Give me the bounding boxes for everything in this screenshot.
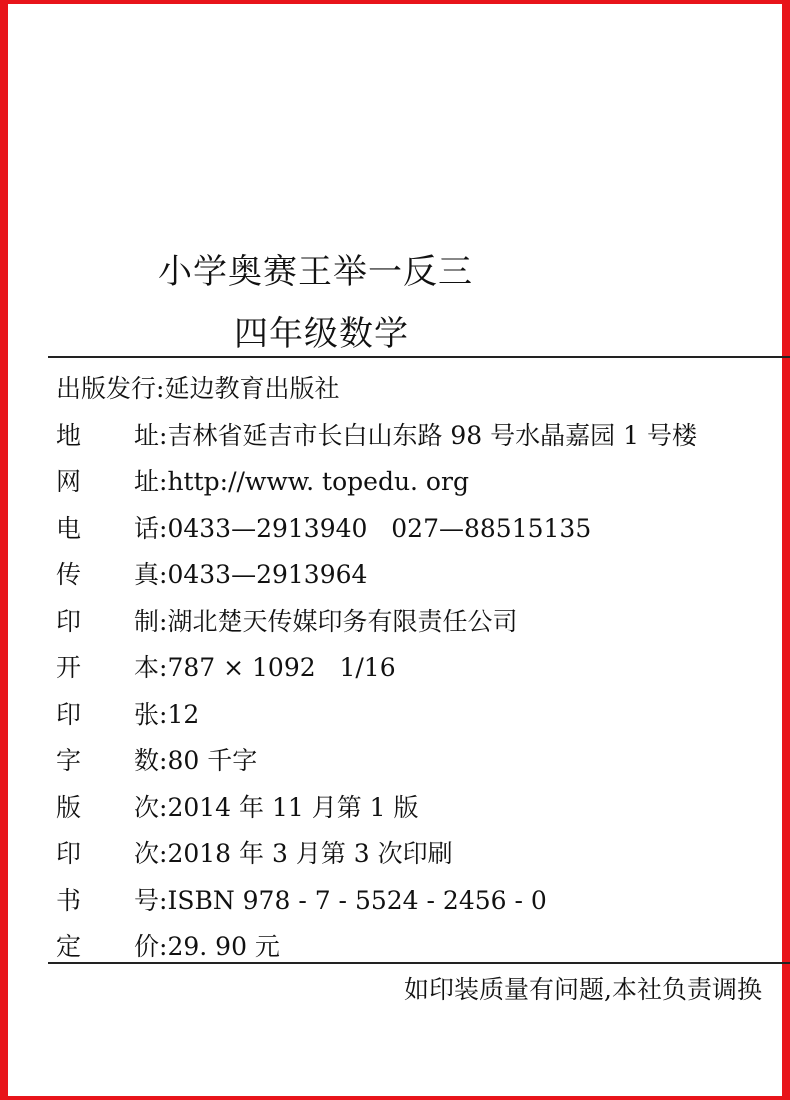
info-label-char1: 印 — [56, 606, 82, 636]
info-label-char2: 次 — [134, 792, 160, 822]
info-value: 80 千字 — [167, 746, 258, 775]
info-separator: : — [159, 467, 168, 496]
info-value: 延边教育出版社 — [164, 374, 340, 403]
info-label-char2: 次 — [134, 839, 160, 868]
info-label-char2: 制 — [134, 606, 160, 636]
info-label: 出版发行 — [56, 374, 157, 403]
info-value: 12 — [167, 699, 200, 729]
info-label-char2: 价 — [134, 932, 160, 961]
book-subtitle: 四年级数学 — [234, 314, 409, 354]
info-separator: : — [156, 374, 165, 403]
info-row-isbn — [56, 878, 786, 925]
info-value: http://www. topedu. org — [167, 467, 469, 496]
info-label-char1: 定 — [56, 932, 82, 961]
info-row-wordcount — [56, 738, 786, 785]
info-value: 0433—2913964 — [167, 560, 368, 589]
info-value: 2018 年 3 月第 3 次印刷 — [167, 839, 453, 868]
info-separator: : — [159, 839, 168, 868]
top-rule — [48, 356, 790, 358]
copyright-info — [56, 366, 786, 971]
info-separator: : — [159, 420, 168, 450]
info-label-char2: 张 — [134, 699, 160, 729]
info-value: 29. 90 元 — [167, 932, 280, 961]
info-label-char1: 版 — [56, 792, 82, 822]
info-row-address — [56, 413, 786, 460]
info-row-sheets — [56, 692, 786, 739]
info-label-char1: 地 — [56, 420, 82, 450]
info-label-char1: 印 — [56, 699, 82, 729]
info-row-edition — [56, 785, 786, 832]
info-row-format — [56, 645, 786, 692]
info-separator: : — [159, 792, 168, 822]
quality-notice: 如印装质量有问题,本社负责调换 — [404, 975, 762, 1004]
info-row-publisher — [56, 366, 786, 413]
info-label-char1: 电 — [56, 513, 82, 543]
info-row-printing — [56, 831, 786, 878]
info-label-char2: 真 — [134, 560, 160, 589]
info-label-char1: 传 — [56, 560, 82, 589]
info-value: ISBN 978 - 7 - 5524 - 2456 - 0 — [167, 885, 547, 915]
info-label-char1: 印 — [56, 839, 82, 868]
info-separator: : — [159, 653, 168, 682]
info-value: 2014 年 11 月第 1 版 — [167, 792, 419, 822]
info-row-printer — [56, 599, 786, 646]
info-separator: : — [159, 560, 168, 589]
info-label-char1: 书 — [56, 885, 82, 915]
info-label-char1: 字 — [56, 746, 82, 775]
info-separator: : — [159, 746, 168, 775]
book-title: 小学奥赛王举一反三 — [158, 252, 473, 292]
info-separator: : — [159, 606, 168, 636]
info-separator: : — [159, 699, 168, 729]
info-separator: : — [159, 932, 168, 961]
info-value: 吉林省延吉市长白山东路 98 号水晶嘉园 1 号楼 — [167, 420, 697, 450]
info-row-fax — [56, 552, 786, 599]
bottom-rule — [48, 962, 790, 964]
info-separator: : — [159, 513, 168, 543]
info-label-char2: 话 — [134, 513, 160, 543]
info-label-char1: 网 — [56, 467, 82, 496]
info-label-char2: 址 — [134, 420, 160, 450]
info-label-char2: 址 — [134, 467, 160, 496]
info-label-char2: 数 — [134, 746, 160, 775]
info-value: 787 × 1092 1/16 — [167, 653, 396, 682]
info-label-char1: 开 — [56, 653, 82, 682]
info-row-phone — [56, 506, 786, 553]
info-row-website — [56, 459, 786, 506]
info-separator: : — [159, 885, 168, 915]
info-label-char2: 本 — [134, 653, 160, 682]
info-value: 湖北楚天传媒印务有限责任公司 — [167, 606, 518, 636]
info-label-char2: 号 — [134, 885, 160, 915]
info-value: 0433—2913940 027—88515135 — [167, 513, 592, 543]
